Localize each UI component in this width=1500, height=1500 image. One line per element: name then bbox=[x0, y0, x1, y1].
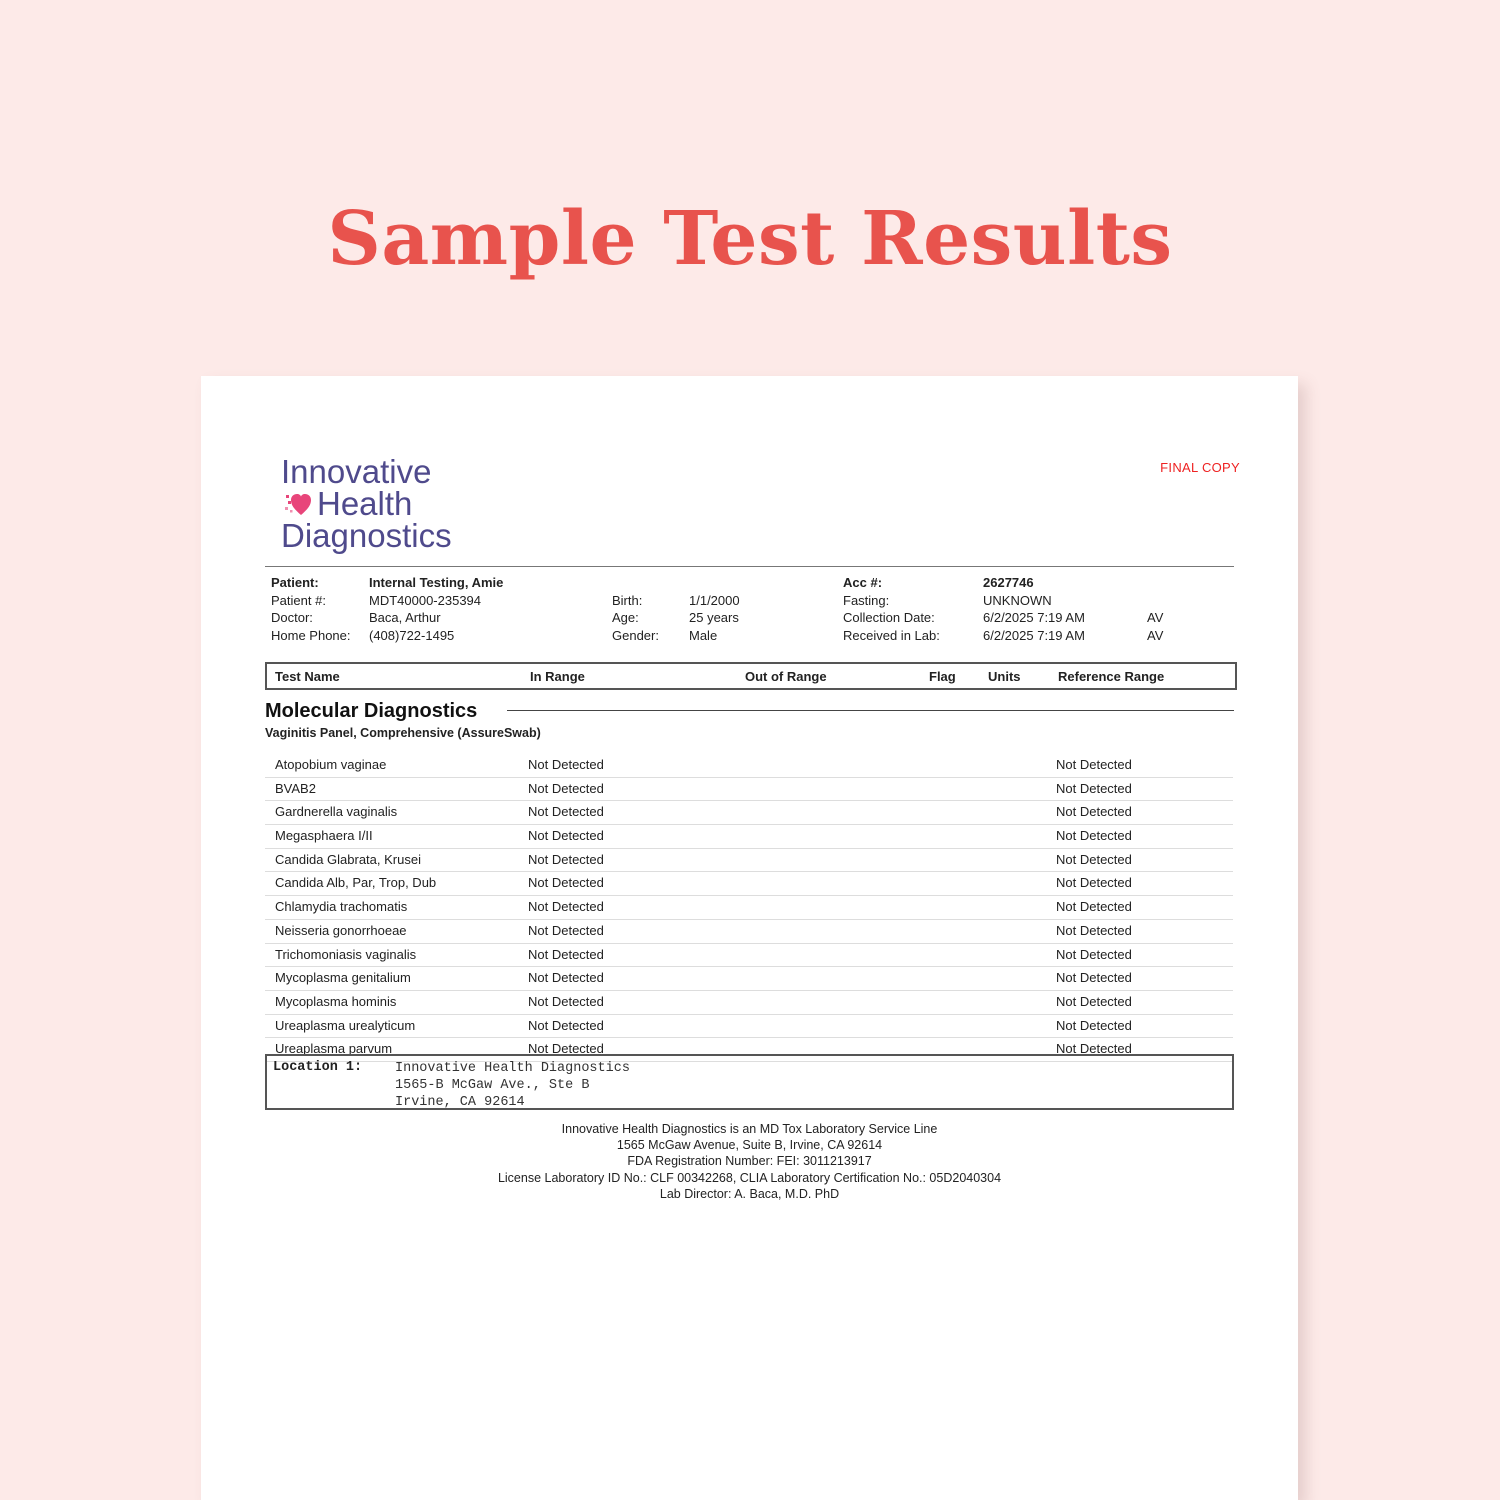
acc-number: 2627746 bbox=[983, 575, 1034, 590]
fasting-value: UNKNOWN bbox=[983, 592, 1052, 608]
report-document bbox=[201, 376, 1298, 1500]
gender-value: Male bbox=[689, 627, 718, 643]
logo-line-1: Innovative bbox=[281, 453, 432, 490]
results-column-header bbox=[265, 662, 1237, 690]
patient-label: Patient: bbox=[271, 575, 319, 590]
demographic-values bbox=[689, 592, 740, 645]
phone-label: Home Phone: bbox=[271, 627, 351, 643]
received-date: 6/2/2025 7:19 AM bbox=[983, 627, 1085, 643]
table-row bbox=[265, 825, 1233, 849]
page-title: Sample Test Results bbox=[327, 196, 1173, 282]
panel-title: Vaginitis Panel, Comprehensive (AssureSwab) bbox=[265, 726, 541, 740]
in-range-value: Not Detected bbox=[528, 993, 604, 1009]
received-tag: AV bbox=[1147, 627, 1164, 643]
test-name: Trichomoniasis vaginalis bbox=[275, 946, 417, 962]
table-row bbox=[265, 849, 1233, 873]
collection-label: Collection Date: bbox=[843, 610, 935, 625]
patient-values bbox=[369, 574, 503, 644]
table-row bbox=[265, 1015, 1233, 1039]
table-row bbox=[265, 778, 1233, 802]
reference-value: Not Detected bbox=[1056, 875, 1132, 891]
gender-label: Gender: bbox=[612, 627, 659, 643]
in-range-value: Not Detected bbox=[528, 922, 604, 938]
reference-value: Not Detected bbox=[1056, 970, 1132, 986]
header-divider bbox=[265, 566, 1234, 567]
reference-value: Not Detected bbox=[1056, 993, 1132, 1009]
test-name: Mycoplasma genitalium bbox=[275, 970, 411, 986]
location-box bbox=[265, 1054, 1234, 1110]
col-out-of-range: Out of Range bbox=[745, 669, 827, 684]
col-units: Units bbox=[988, 669, 1021, 684]
in-range-value: Not Detected bbox=[528, 1041, 604, 1057]
test-name: Candida Alb, Par, Trop, Dub bbox=[275, 875, 437, 891]
fasting-label: Fasting: bbox=[843, 592, 890, 608]
results-table bbox=[265, 754, 1233, 1062]
reference-value: Not Detected bbox=[1056, 851, 1132, 867]
reference-value: Not Detected bbox=[1056, 780, 1132, 796]
test-name: Mycoplasma hominis bbox=[275, 993, 397, 1009]
location-line-3: Irvine, CA 92614 bbox=[395, 1095, 525, 1110]
test-name: Ureaplasma urealyticum bbox=[275, 1017, 416, 1033]
initials-column bbox=[1147, 609, 1163, 644]
patient-labels bbox=[271, 574, 351, 644]
in-range-value: Not Detected bbox=[528, 946, 604, 962]
received-label: Received in Lab: bbox=[843, 627, 940, 643]
home-phone: (408)722-1495 bbox=[369, 627, 455, 643]
accession-values bbox=[983, 574, 1085, 644]
in-range-value: Not Detected bbox=[528, 899, 604, 915]
location-line-1: Innovative Health Diagnostics bbox=[395, 1061, 630, 1076]
table-row bbox=[265, 967, 1233, 991]
reference-value: Not Detected bbox=[1056, 757, 1132, 772]
table-row bbox=[265, 920, 1233, 944]
reference-value: Not Detected bbox=[1056, 946, 1132, 962]
in-range-value: Not Detected bbox=[528, 851, 604, 867]
location-line-2: 1565-B McGaw Ave., Ste B bbox=[395, 1078, 590, 1093]
test-name: Ureaplasma parvum bbox=[275, 1041, 393, 1057]
age-value: 25 years bbox=[689, 610, 739, 625]
lab-logo bbox=[281, 453, 452, 554]
collection-tag: AV bbox=[1147, 610, 1164, 625]
section-title: Molecular Diagnostics bbox=[265, 700, 478, 722]
patient-number: MDT40000-235394 bbox=[369, 592, 482, 608]
test-name: Megasphaera I/II bbox=[275, 828, 373, 844]
report-footer bbox=[201, 1121, 1298, 1202]
table-row bbox=[265, 801, 1233, 825]
reference-value: Not Detected bbox=[1056, 899, 1132, 915]
col-flag: Flag bbox=[929, 669, 956, 684]
table-row bbox=[265, 944, 1233, 968]
reference-value: Not Detected bbox=[1056, 828, 1132, 844]
patient-num-label: Patient #: bbox=[271, 592, 326, 608]
footer-line: 1565 McGaw Avenue, Suite B, Irvine, CA 92614 bbox=[616, 1138, 883, 1153]
patient-name: Internal Testing, Amie bbox=[369, 575, 504, 590]
in-range-value: Not Detected bbox=[528, 1017, 604, 1033]
test-name: Gardnerella vaginalis bbox=[275, 804, 398, 820]
demographic-labels bbox=[612, 592, 659, 645]
birth-date: 1/1/2000 bbox=[689, 592, 740, 608]
reference-value: Not Detected bbox=[1056, 804, 1132, 820]
in-range-value: Not Detected bbox=[528, 875, 604, 891]
table-row bbox=[265, 896, 1233, 920]
location-label: Location 1: bbox=[273, 1060, 363, 1075]
collection-date: 6/2/2025 7:19 AM bbox=[983, 610, 1085, 625]
birth-label: Birth: bbox=[612, 592, 643, 608]
footer-line: License Laboratory ID No.: CLF 00342268, CLIA Laboratory Certification No.: 05D2040304 bbox=[497, 1170, 1002, 1185]
table-row bbox=[265, 754, 1233, 778]
test-name: Neisseria gonorrhoeae bbox=[275, 922, 407, 938]
col-test-name: Test Name bbox=[275, 669, 340, 684]
table-row bbox=[265, 872, 1233, 896]
logo-line-2: Health bbox=[317, 485, 413, 522]
age-label: Age: bbox=[612, 610, 639, 625]
footer-line: FDA Registration Number: FEI: 3011213917 bbox=[627, 1154, 872, 1169]
section-divider bbox=[507, 710, 1234, 711]
in-range-value: Not Detected bbox=[528, 970, 604, 986]
col-in-range: In Range bbox=[530, 669, 585, 684]
footer-line: Lab Director: A. Baca, M.D. PhD bbox=[659, 1186, 840, 1201]
status-badge: FINAL COPY bbox=[1160, 460, 1240, 475]
table-row bbox=[265, 991, 1233, 1015]
reference-value: Not Detected bbox=[1056, 922, 1132, 938]
accession-labels bbox=[843, 574, 940, 644]
in-range-value: Not Detected bbox=[528, 828, 604, 844]
in-range-value: Not Detected bbox=[528, 780, 604, 796]
doctor-label: Doctor: bbox=[271, 610, 313, 625]
location-address bbox=[395, 1060, 630, 1111]
test-name: BVAB2 bbox=[275, 780, 316, 796]
test-name: Chlamydia trachomatis bbox=[275, 899, 408, 915]
reference-value: Not Detected bbox=[1056, 1017, 1132, 1033]
col-reference-range: Reference Range bbox=[1058, 669, 1165, 684]
test-name: Candida Glabrata, Krusei bbox=[275, 851, 421, 867]
footer-line: Innovative Health Diagnostics is an MD Tox Laboratory Service Line bbox=[561, 1122, 938, 1136]
logo-line-3: Diagnostics bbox=[281, 517, 452, 554]
in-range-value: Not Detected bbox=[528, 757, 604, 772]
test-name: Atopobium vaginae bbox=[275, 757, 387, 772]
reference-value: Not Detected bbox=[1056, 1041, 1132, 1057]
heart-icon bbox=[285, 490, 315, 518]
doctor-name: Baca, Arthur bbox=[369, 610, 441, 625]
in-range-value: Not Detected bbox=[528, 804, 604, 820]
acc-label: Acc #: bbox=[843, 575, 883, 590]
